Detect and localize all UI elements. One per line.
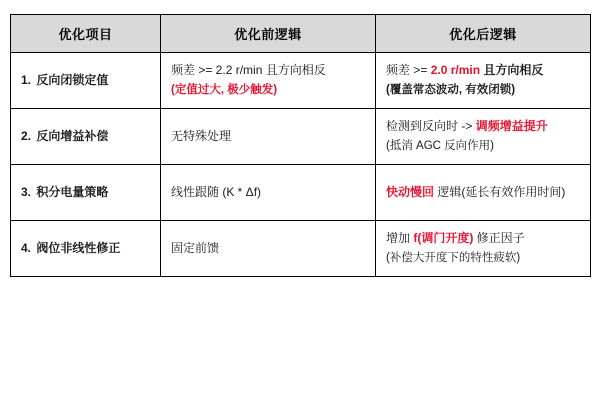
row-number-3: 3. [21, 184, 32, 199]
after-main-3 [386, 184, 580, 201]
row-after-4 [376, 221, 591, 277]
column-header-item: 优化项目 [11, 15, 161, 53]
table-header-row [11, 15, 591, 53]
before-sub-1: (定值过大, 极少触发) [171, 84, 278, 97]
after-pre-4: 增加 [386, 230, 414, 245]
row-label-4: 阀位非线性修正 [36, 240, 121, 255]
after-highlight-3: 快动慢回 [386, 184, 435, 199]
row-after-3 [376, 165, 591, 221]
after-pre-1: 频差 >= [386, 62, 431, 77]
before-main-1: 频差 >= 2.2 r/min 且方向相反 [171, 62, 326, 77]
row-after-1 [376, 53, 591, 109]
after-sub-4: (补偿大开度下的特性疲软) [386, 252, 521, 265]
after-sub-2: (抵消 AGC 反向作用) [386, 140, 494, 153]
after-post-3: 逻辑(延长有效作用时间) [434, 184, 566, 199]
table-row [11, 109, 591, 165]
before-main-2: 无特殊处理 [171, 128, 232, 143]
table-row [11, 53, 591, 109]
after-highlight-1: 2.0 r/min [430, 62, 481, 77]
row-item-4 [11, 221, 161, 277]
table-row [11, 221, 591, 277]
after-main-2 [386, 118, 580, 135]
row-number-1: 1. [21, 72, 32, 87]
row-label-1: 反向闭锁定值 [36, 72, 109, 87]
row-number-2: 2. [21, 128, 32, 143]
row-number-4: 4. [21, 240, 32, 255]
after-post-4: 修正因子 [473, 230, 525, 245]
after-main-1 [386, 62, 580, 79]
after-pre-2: 检测到反向时 -> [386, 118, 476, 133]
after-post-1: 且方向相反 [480, 62, 544, 77]
after-main-4 [386, 230, 580, 247]
row-item-2 [11, 109, 161, 165]
row-label-2: 反向增益补偿 [36, 128, 109, 143]
column-header-before: 优化前逻辑 [161, 15, 376, 53]
row-after-2 [376, 109, 591, 165]
row-before-1 [161, 53, 376, 109]
column-header-after: 优化后逻辑 [376, 15, 591, 53]
row-label-3: 积分电量策略 [36, 184, 109, 199]
row-item-1 [11, 53, 161, 109]
optimization-comparison-table [10, 14, 591, 277]
row-item-3 [11, 165, 161, 221]
row-before-4 [161, 221, 376, 277]
row-before-3 [161, 165, 376, 221]
after-sub-1: (覆盖常态波动, 有效闭锁) [386, 84, 516, 97]
after-highlight-4: f(调门开度) [413, 230, 474, 245]
table-row [11, 165, 591, 221]
before-main-3: 线性跟随 (K * Δf) [171, 184, 262, 199]
row-before-2 [161, 109, 376, 165]
before-main-4: 固定前馈 [171, 240, 220, 255]
after-highlight-2: 调频增益提升 [475, 118, 548, 133]
